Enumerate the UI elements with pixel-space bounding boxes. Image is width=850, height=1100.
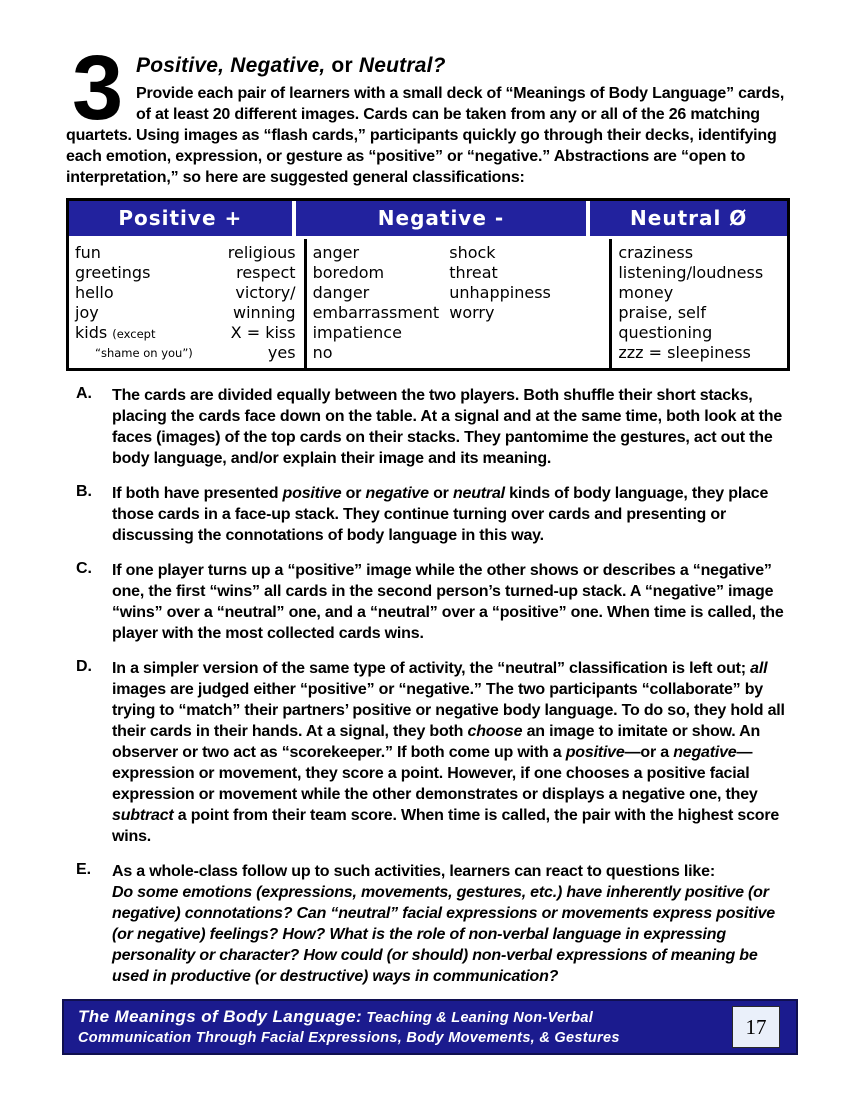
positive-list-right <box>228 243 298 363</box>
page-number: 17 <box>732 1006 780 1048</box>
table-header-positive: Positive + <box>69 201 292 236</box>
text-segment: or <box>325 54 359 77</box>
table-item: hello <box>75 283 114 302</box>
table-body-row <box>69 239 787 368</box>
text-segment: The cards are divided equally between the two players. Both shuffle their short stacks, placing the cards face down on the table. At a signal and at the same time, both look at the faces (images) of the top cards on their stacks. They pantomime the gestures, act out the body language, and/or explain their image and its meaning. <box>112 387 783 467</box>
text-segment: or <box>341 485 366 502</box>
table-item: no <box>312 343 333 362</box>
text-segment: kinds of body language, they place those cards in a face-up stack. They continue turning over cards and presenting or discussing the connotations of body language in this way. <box>112 485 769 544</box>
table-item: respect <box>236 263 296 282</box>
table-item: worry <box>449 303 495 322</box>
table-item <box>75 323 228 344</box>
table-item: embarrassment <box>312 303 440 322</box>
table-item: money <box>618 283 674 302</box>
table-cell-negative <box>304 239 610 368</box>
table-item: impatience <box>312 323 402 342</box>
text-segment: As a whole-class follow up to such activities, learners can react to questions like: <box>112 863 715 880</box>
table-item: boredom <box>312 263 385 282</box>
text-segment: —or a <box>624 744 674 761</box>
table-item: questioning <box>618 323 713 342</box>
negative-list-right <box>449 243 603 363</box>
step-label: B. <box>76 483 92 500</box>
text-segment: images are judged either “positive” or “negative.” The two participants “collaborate” by trying to “match” their partners’ positive or negative body language. To do so, they hold all their cards in their hands. At a signal, they both <box>112 681 785 740</box>
step-text <box>112 861 790 987</box>
footer-subtitle-part: Teaching & Leaning Non-Verbal <box>362 1009 594 1026</box>
text-segment: In a simpler version of the same type of activity, the “neutral” classification is left out; <box>112 660 751 677</box>
activity-step <box>66 560 790 644</box>
text-segment: an image to imitate or show. An observer or two act as “scorekeeper.” If both come up with a <box>112 723 761 761</box>
activity-step <box>66 658 790 847</box>
text-segment: a point from their team score. When time is called, the pair with the highest score wins. <box>112 807 780 845</box>
table-cell-positive <box>69 239 304 368</box>
neutral-list <box>618 243 781 363</box>
table-item: anger <box>312 243 360 262</box>
table-header-neutral: Neutral Ø <box>586 201 787 236</box>
text-segment: Provide each pair of learners with a small deck of “Meanings of Body Language” cards, of at least 20 different images. Cards can be taken from any or all of the 26 matching quartets. Using images as “flash cards,” participants quickly go through their decks, identifying each emotion, expression, or gesture as “positive” or “negative.” Abstractions are “open to interpretation,” so here are suggested general classifications: <box>66 85 785 186</box>
table-item: shock <box>449 243 496 262</box>
step-text <box>112 560 790 644</box>
text-segment: positive <box>282 485 342 502</box>
text-segment: (except <box>112 327 156 341</box>
footer-line-2: Communication Through Facial Expressions, Body Movements, & Gestures <box>78 1029 620 1046</box>
step-text <box>112 483 790 546</box>
text-segment: kids <box>75 323 113 342</box>
page-title <box>66 50 790 78</box>
table-item: unhappiness <box>449 283 551 302</box>
table-item: praise, self <box>618 303 706 322</box>
text-segment: all <box>750 660 768 677</box>
footer-title <box>64 1006 732 1049</box>
step-label: A. <box>76 385 92 402</box>
table-item: victory/ <box>235 283 296 302</box>
text-segment: Do some emotions (expressions, movements, gestures, etc.) have inherently positive (or negative) connotations? Can “neutral” facial expressions or movements express positive (or negative) feelings? How? What is the role of non-verbal language in expressing personality or character? How could (or should) non-verbal expressions of meaning be used in productive (or destructive) ways in communication? <box>112 884 776 985</box>
table-item: zzz = sleepiness <box>618 343 751 362</box>
step-label: E. <box>76 861 92 878</box>
steps-list <box>66 385 790 987</box>
table-item <box>75 344 228 361</box>
table-item: fun <box>75 243 101 262</box>
activity-step <box>66 385 790 469</box>
table-item: danger <box>312 283 370 302</box>
text-segment: —expression or movement, they score a point. However, if one chooses a positive facial expression or movement while the other demonstrates or displays a negative one, they <box>112 744 758 803</box>
footer-book-title: The Meanings of Body Language: <box>78 1006 363 1026</box>
classification-table <box>66 198 790 371</box>
activity-step <box>66 861 790 987</box>
text-segment: positive <box>565 744 625 761</box>
section-number: 3 <box>72 37 122 139</box>
text-segment: Neutral? <box>358 54 446 77</box>
table-item: yes <box>267 343 296 362</box>
step-label: C. <box>76 560 92 577</box>
table-item: religious <box>227 243 296 262</box>
text-segment: choose <box>467 723 523 740</box>
footer-bar <box>62 999 798 1055</box>
text-segment: negative <box>673 744 737 761</box>
section-header <box>66 37 790 188</box>
text-segment: If one player turns up a “positive” image while the other shows or describes a “negative” one, the first “wins” all cards in the second person’s turned-up stack. A “negative” image “wins” over a “neutral” one, and a “neutral” over a “positive” one. When time is called, the player with the most collected cards wins. <box>112 562 784 642</box>
negative-list-left <box>313 243 450 363</box>
text-segment: subtract <box>112 807 174 824</box>
text-segment: If both have presented <box>112 485 283 502</box>
table-item: X = kiss <box>230 323 296 342</box>
table-item: winning <box>233 303 296 322</box>
step-text <box>112 385 790 469</box>
text-segment: negative <box>365 485 429 502</box>
step-text <box>112 658 790 847</box>
positive-list-left <box>75 243 228 363</box>
table-cell-neutral <box>609 239 787 368</box>
step-label: D. <box>76 658 92 675</box>
table-item: listening/loudness <box>618 263 764 282</box>
table-item: joy <box>75 303 99 322</box>
table-header-row <box>69 201 787 239</box>
text-segment: neutral <box>452 485 505 502</box>
activity-step <box>66 483 790 546</box>
text-segment: “shame on you”) <box>95 346 193 360</box>
intro-paragraph <box>66 83 790 188</box>
table-header-negative: Negative - <box>292 201 587 236</box>
text-segment: or <box>428 485 453 502</box>
table-item: greetings <box>75 263 151 282</box>
text-segment: Positive, Negative, <box>136 54 326 77</box>
table-item: threat <box>449 263 498 282</box>
table-item: craziness <box>618 243 694 262</box>
footer-line-1 <box>78 1006 732 1029</box>
